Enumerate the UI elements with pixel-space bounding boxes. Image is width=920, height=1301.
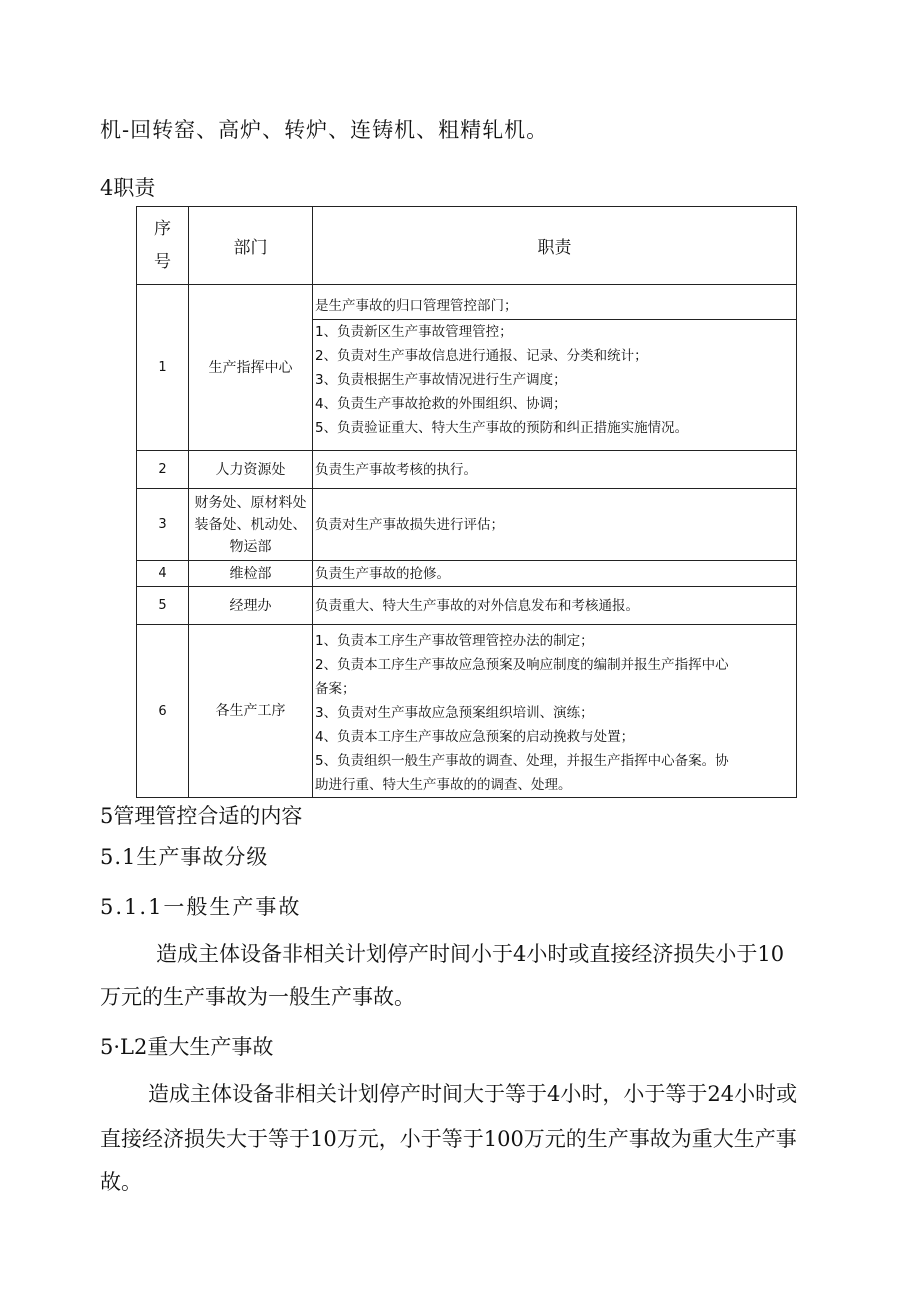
duty-line: 1、负责新区生产事故管理管控； <box>315 324 513 340</box>
row-duties <box>313 561 797 587</box>
duty-line: 1、负责本工序生产事故管理管控办法的制定； <box>315 633 594 649</box>
table-row <box>137 561 797 587</box>
header-dept: 部门 <box>189 207 313 285</box>
section-5-1-1-paragraph-line: 万元的生产事故为一般生产事故。 <box>100 985 415 1009</box>
row-department: 人力资源处 <box>189 451 313 489</box>
section-5-1-1-paragraph-line: 造成主体设备非相关计划停产时间小于4小时或直接经济损失小于10 <box>156 942 785 966</box>
duty-list <box>313 319 796 440</box>
table-row <box>137 587 797 625</box>
duty-line: 备案； <box>315 681 356 697</box>
section-5-1-2-heading: 5·L2重大生产事故 <box>100 1035 274 1059</box>
section-5-heading: 5管理管控合适的内容 <box>100 804 303 828</box>
section-5-1-2-paragraph-line: 故。 <box>100 1170 142 1194</box>
duty-line: 负责生产事故考核的执行。 <box>315 461 477 478</box>
table-header-row <box>137 207 797 285</box>
duty-line: 2、负责对生产事故信息进行通报、记录、分类和统计； <box>315 348 648 364</box>
row-duties <box>313 451 797 489</box>
row-department: 维检部 <box>189 561 313 587</box>
table-row <box>137 489 797 561</box>
table-row <box>137 451 797 489</box>
duty-list <box>313 625 796 797</box>
row-number: 3 <box>137 489 189 561</box>
row-number: 4 <box>137 561 189 587</box>
row-number: 2 <box>137 451 189 489</box>
table-row <box>137 625 797 798</box>
row-number: 6 <box>137 625 189 798</box>
row-duties <box>313 489 797 561</box>
section-5-1-heading: 5.1生产事故分级 <box>100 845 269 869</box>
duty-line: 是生产事故的归口管理管控部门； <box>315 298 518 314</box>
row-duties <box>313 625 797 798</box>
row-department: 财务处、原材料处装备处、机动处、物运部 <box>189 489 313 561</box>
section-5-1-1-heading: 5.1.1一般生产事故 <box>100 895 302 919</box>
duty-line: 5、负责组织一般生产事故的调查、处理，并报生产指挥中心备案。协 <box>315 753 729 769</box>
row-department: 经理办 <box>189 587 313 625</box>
row-duties <box>313 587 797 625</box>
duty-line: 助进行重、特大生产事故的的调查、处理。 <box>315 777 572 793</box>
duty-line: 4、负责生产事故抢救的外围组织、协调； <box>315 396 567 412</box>
section-4-heading: 4职责 <box>100 176 156 200</box>
row-number: 5 <box>137 587 189 625</box>
duty-line: 负责重大、特大生产事故的对外信息发布和考核通报。 <box>315 597 639 614</box>
top-continuation-text: 机-回转窑、高炉、转炉、连铸机、粗精轧机。 <box>100 118 549 142</box>
duty-line: 负责生产事故的抢修。 <box>315 565 450 582</box>
duty-line: 5、负责验证重大、特大生产事故的预防和纠正措施实施情况。 <box>315 420 689 436</box>
duty-line: 3、负责对生产事故应急预案组织培训、演练； <box>315 705 594 721</box>
row-duties <box>313 285 797 451</box>
section-5-1-2-paragraph-line: 直接经济损失大于等于10万元，小于等于100万元的生产事故为重大生产事 <box>100 1127 797 1151</box>
duty-line: 2、负责本工序生产事故应急预案及响应制度的编制并报生产指挥中心 <box>315 657 729 673</box>
header-no <box>137 207 189 285</box>
header-no-char-2: 号 <box>154 251 171 272</box>
table-row <box>137 285 797 451</box>
row-number: 1 <box>137 285 189 451</box>
duty-line: 负责对生产事故损失进行评估； <box>315 516 504 533</box>
duty-line: 4、负责本工序生产事故应急预案的启动挽救与处置； <box>315 729 635 745</box>
duty-line: 3、负责根据生产事故情况进行生产调度； <box>315 372 567 388</box>
row-department: 生产指挥中心 <box>189 285 313 451</box>
section-5-1-2-paragraph-line: 造成主体设备非相关计划停产时间大于等于4小时，小于等于24小时或 <box>148 1082 798 1106</box>
duty-table <box>136 206 797 798</box>
row-department: 各生产工序 <box>189 625 313 798</box>
header-duty: 职责 <box>313 207 797 285</box>
header-no-char-1: 序 <box>154 218 171 239</box>
